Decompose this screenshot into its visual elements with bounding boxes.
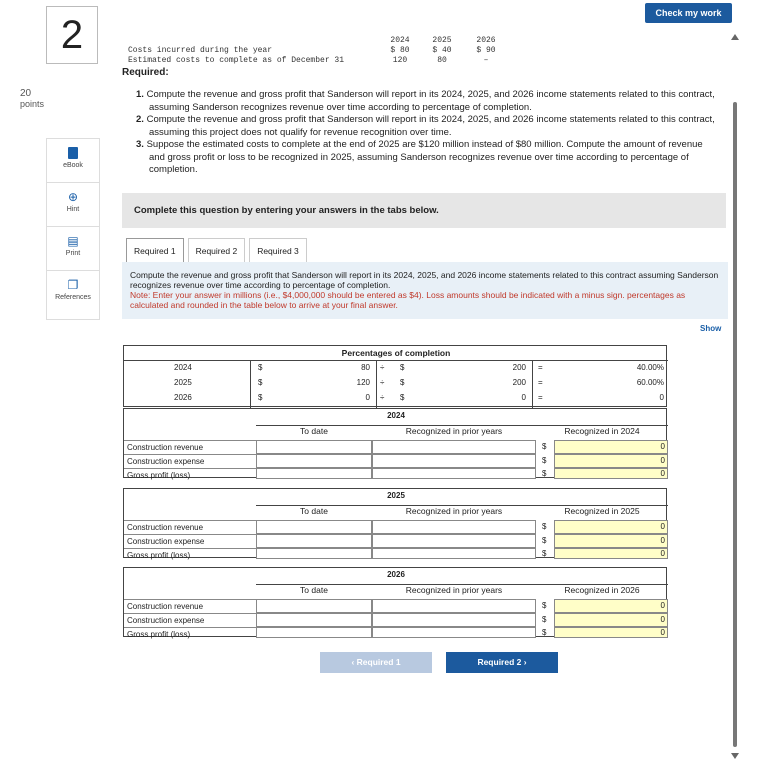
print-icon: ▤	[67, 234, 79, 248]
dollar-sign: $	[542, 522, 547, 531]
dollar-sign: $	[400, 378, 405, 387]
to-date-input[interactable]	[256, 548, 372, 559]
print-button[interactable]	[47, 227, 99, 271]
recognized-year-header: Recognized in 2025	[536, 505, 668, 519]
prev-required-button[interactable]: ‹ Required 1	[320, 652, 432, 673]
question-number: 2	[46, 6, 98, 64]
to-date-header: To date	[256, 425, 372, 439]
recognized-value: 0	[554, 534, 668, 548]
to-date-header: To date	[256, 584, 372, 598]
ebook-button[interactable]	[47, 139, 99, 183]
hint-label: Hint	[66, 206, 80, 213]
requirement-item	[136, 139, 716, 177]
divide-sign: ÷	[380, 378, 385, 387]
to-date-input[interactable]	[256, 520, 372, 534]
references-label: References	[55, 294, 91, 301]
to-date-input[interactable]	[256, 627, 372, 638]
scrollbar-thumb[interactable]	[733, 102, 737, 747]
percent-row-2024	[124, 363, 668, 377]
total-cost-value: 0	[521, 393, 526, 402]
to-date-input[interactable]	[256, 599, 372, 613]
points-label	[20, 88, 44, 110]
requirement-number: 1.	[136, 89, 144, 100]
row-label: Construction revenue	[124, 440, 256, 454]
percent-row-year: 2026	[174, 393, 192, 402]
percent-result: 0	[659, 393, 664, 402]
prior-years-header: Recognized in prior years	[372, 584, 536, 598]
given-value: $ 80	[390, 46, 410, 55]
recognized-value: 0	[554, 454, 668, 468]
dollar-sign: $	[542, 628, 547, 637]
recognized-value: 0	[554, 599, 668, 613]
block-year-heading: 2025	[387, 491, 405, 500]
to-date-input[interactable]	[256, 454, 372, 468]
recognized-value: 0	[554, 468, 668, 479]
dollar-sign: $	[400, 363, 405, 372]
row-label: Gross profit (loss)	[124, 468, 256, 479]
given-value: 120	[392, 56, 408, 65]
ebook-icon	[68, 147, 78, 159]
dollar-sign: $	[542, 615, 547, 624]
next-required-button[interactable]: Required 2 ›	[446, 652, 558, 673]
block-year-heading: 2026	[387, 570, 405, 579]
total-cost-value: 200	[512, 378, 526, 387]
scroll-up-icon[interactable]	[731, 34, 739, 40]
dollar-sign: $	[258, 363, 263, 372]
prior-years-input[interactable]	[372, 468, 536, 479]
recognized-value: 0	[554, 627, 668, 638]
row-label: Construction expense	[124, 534, 256, 548]
row-label: Gross profit (loss)	[124, 548, 256, 559]
dollar-sign: $	[542, 456, 547, 465]
cost-to-date-value: 0	[365, 393, 370, 402]
prior-years-input[interactable]	[372, 599, 536, 613]
given-year: 2025	[432, 36, 452, 45]
percent-row-2026	[124, 393, 668, 407]
recognized-value: 0	[554, 613, 668, 627]
total-cost-value: 200	[512, 363, 526, 372]
divide-sign: ÷	[380, 363, 385, 372]
dollar-sign: $	[258, 378, 263, 387]
scroll-down-icon[interactable]	[731, 753, 739, 759]
required-title: Required:	[122, 67, 169, 78]
to-date-input[interactable]	[256, 613, 372, 627]
instruction-text: Compute the revenue and gross profit that Sanderson will report in its 2024, 2025, and 2026 income statements related to this contract assuming Sanderson recognizes revenue over time according to percentage of completion.	[130, 270, 719, 290]
year-block-2026	[123, 567, 667, 637]
row-label: Construction revenue	[124, 599, 256, 613]
recognized-value: 0	[554, 440, 668, 454]
requirement-number: 2.	[136, 114, 144, 125]
percent-row-2025	[124, 378, 668, 392]
complete-prompt: Complete this question by entering your answers in the tabs below.	[122, 193, 726, 228]
requirement-text: Suppose the estimated costs to complete at the end of 2025 are $120 million instead of $80 million. Compute the amount of revenue and gross profit or loss to be recognized in 2025, assuming Sanderson recognizes revenue over time according to percentage of completion.	[146, 139, 703, 175]
percent-complete-table	[123, 345, 667, 407]
equals-sign: =	[538, 378, 543, 387]
row-label: Construction expense	[124, 454, 256, 468]
dollar-sign: $	[542, 601, 547, 610]
year-block-2024	[123, 408, 667, 478]
dollar-sign: $	[542, 549, 547, 558]
given-value: –	[483, 56, 489, 65]
tab-bar	[126, 238, 311, 262]
requirement-item	[136, 114, 716, 139]
prior-years-input[interactable]	[372, 520, 536, 534]
dollar-sign: $	[400, 393, 405, 402]
given-value: 80	[437, 56, 447, 65]
to-date-input[interactable]	[256, 534, 372, 548]
divide-sign: ÷	[380, 393, 385, 402]
instruction-note: Note: Enter your answer in millions (i.e., $4,000,000 should be entered as $4). Loss amounts should be indicated with a minus sign. percentages as calculated and rounded in the table below to arrive at your final answer.	[130, 290, 686, 310]
given-row-label: Estimated costs to complete as of December 31	[128, 56, 345, 65]
requirement-number: 3.	[136, 139, 144, 150]
prior-years-input[interactable]	[372, 454, 536, 468]
percent-complete-title: Percentages of completion	[341, 348, 451, 358]
recognized-value: 0	[554, 548, 668, 559]
to-date-header: To date	[256, 505, 372, 519]
dollar-sign: $	[542, 469, 547, 478]
prior-years-input[interactable]	[372, 440, 536, 454]
recognized-year-header: Recognized in 2024	[536, 425, 668, 439]
print-label: Print	[65, 250, 81, 257]
dollar-sign: $	[542, 536, 547, 545]
given-value: $ 40	[432, 46, 452, 55]
percent-result: 60.00%	[636, 378, 664, 387]
row-label: Construction revenue	[124, 520, 256, 534]
requirement-text: Compute the revenue and gross profit that Sanderson will report in its 2024, 2025, and 2026 income statements related to this contract, assuming Sanderson recognizes revenue over time according to percentage of completion.	[146, 89, 715, 113]
side-tools	[46, 138, 100, 320]
references-button[interactable]	[47, 271, 99, 319]
tab-required-3[interactable]: Required 3	[249, 238, 307, 262]
block-year-heading: 2024	[387, 411, 405, 420]
hint-icon: ⊕	[67, 190, 79, 204]
row-label: Construction expense	[124, 613, 256, 627]
ebook-label: eBook	[63, 162, 83, 169]
to-date-input[interactable]	[256, 468, 372, 479]
prior-years-header: Recognized in prior years	[372, 505, 536, 519]
cost-to-date-value: 120	[356, 378, 370, 387]
equals-sign: =	[538, 393, 543, 402]
equals-sign: =	[538, 363, 543, 372]
tab-required-2[interactable]: Required 2	[188, 238, 246, 262]
percent-result: 40.00%	[636, 363, 664, 372]
prior-years-input[interactable]	[372, 534, 536, 548]
given-year: 2026	[476, 36, 496, 45]
percent-row-year: 2024	[174, 363, 192, 372]
points-text: points	[20, 99, 45, 109]
percent-row-year: 2025	[174, 378, 192, 387]
requirements-list	[136, 89, 716, 177]
prior-years-header: Recognized in prior years	[372, 425, 536, 439]
year-block-2025	[123, 488, 667, 558]
points-value: 20	[20, 88, 32, 99]
to-date-input[interactable]	[256, 440, 372, 454]
tab-required-1[interactable]: Required 1	[126, 238, 184, 262]
given-year: 2024	[390, 36, 410, 45]
requirement-item	[136, 89, 716, 114]
check-my-work-button[interactable]: Check my work	[645, 3, 732, 23]
dollar-sign: $	[258, 393, 263, 402]
dollar-sign: $	[542, 442, 547, 451]
given-value: $ 90	[476, 46, 496, 55]
instruction-panel	[122, 262, 728, 319]
show-link[interactable]: Show	[700, 324, 722, 333]
recognized-year-header: Recognized in 2026	[536, 584, 668, 598]
given-row-label: Costs incurred during the year	[128, 46, 273, 55]
requirement-text: Compute the revenue and gross profit that Sanderson will report in its 2024, 2025, and 2026 income statements related to this contract, assuming this project does not qualify for revenue recognition over time.	[146, 114, 715, 138]
references-icon: ❐	[67, 278, 79, 292]
prior-years-input[interactable]	[372, 613, 536, 627]
prior-years-input[interactable]	[372, 548, 536, 559]
row-label: Gross profit (loss)	[124, 627, 256, 638]
recognized-value: 0	[554, 520, 668, 534]
hint-button[interactable]	[47, 183, 99, 227]
cost-to-date-value: 80	[361, 363, 370, 372]
prior-years-input[interactable]	[372, 627, 536, 638]
